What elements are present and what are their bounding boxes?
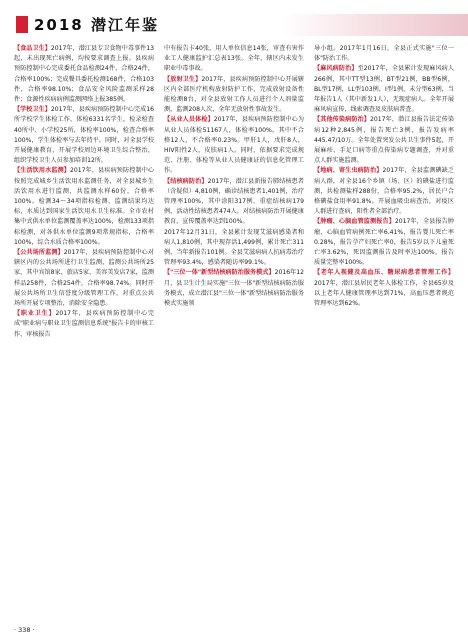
section-tb-service-model <box>164 268 304 309</box>
section-body: 2017年，县疾病预防控制中心按照完成城乡生活饮用水监测任务，对全县城乡生活饮用水进行监测，共监测水样60份，合格率100%。检测34～34项指标检测，监测结果均达标，水质达到国家生活饮用水卫生标准。全市农村集中式供水单位监测覆盖率达100%，检测133项指标检测，对各供水单位监测9项常规指标，合格率100%，综合水质合格率100%。 <box>14 167 155 246</box>
section-body: 2017年，县疾病预防控制中心为从业人员体检51167人，体检率100%。其中不合格12人，不合格率0.23%。甲肝1人，戊肝8人，HIV阳性2人，皮肤病1人。同时，依据要求完成规范、注册、体检等从业人员健康证的信息化管理工作。 <box>164 116 304 175</box>
section-body: 导小组。2017年1月16日，全县正式实施"三位一体"防治工作。 <box>314 45 454 63</box>
section-body: 2017年，潜江县居民老年人体检工作，全县65岁及以上老年人健康管理率达到71%，高血压患者规范管理率达到62%。 <box>314 279 454 308</box>
section-heading: 【生活饮用水监测】 <box>14 167 71 175</box>
section-heading: 【其他传染病防治】 <box>314 116 371 124</box>
section-heading: 【肿瘤、心脑血管监测报告】 <box>314 218 395 226</box>
section-body: 2017年，县疾病预防控制中心完成16所学校学生体检工作，体检6331名学生，检录检查40所中、小学校25所，体检率100%，检查合格率100%，学生体检率与去年持平。同时，对全县学校开展健康教育，开展学校周边环境卫生综合整治，组织学校卫生人员参加培训12所。 <box>14 106 155 165</box>
section-heading: 【"三位一体"新型结核病防治服务模式】 <box>164 269 275 277</box>
section-body: 2017年，潜江县报告法定传染病12种2,845例，报告死亡3例，报告发病率445.47/10万。全年处置突发公共卫生事件5起，开展麻疹、手足口病等重点传染病专题调查，并对重点人群实施监测。 <box>314 116 455 165</box>
column-2 <box>164 44 304 309</box>
page-number: · 338 · <box>14 626 35 634</box>
section-body: 2017年，全县报告肿瘤、心脑血管病例死亡率6.41%，报告婴儿死亡率0.28%，报告孕产妇死亡率0，报告5岁以下儿童死亡率3.62%，死因监测报告及时率达100%，报告质量完整率100%。 <box>314 218 454 267</box>
section-heading: 【老年人视健及高血压、糖尿病患者管理工作】 <box>314 269 454 277</box>
section-continuation <box>314 44 454 64</box>
section-body: 2016年12月，县卫生计生局实施"三位一体"新型结核病防治服务模式，成立潜江县"三位一体"新型结核病防治服务模式实施领 <box>164 269 304 308</box>
section-body: 2017年，潜江县专卫食物中毒事件13起，未出现死亡病例，均按要求调查上报。县疾病预防控制中心完成委托食品检测24件，合格24件，合格率100%；完成餐具委托检测168件，合格103件，合格率98.10%；食品安全风险监测采样28件；食源性疾病病例监测网络上报385例。 <box>14 45 155 104</box>
section-leprosy <box>314 64 454 115</box>
section-worker-exam <box>164 115 304 176</box>
page-title: 2018 潜江年鉴 <box>34 16 159 34</box>
section-heading: 【放射卫生】 <box>164 75 202 83</box>
section-body: 2017年，潜江县新报告肺结核患者（含疑似）4,810例，确诊结核患者1,401例，治疗管理率100%，其中涂阳317例，重症结核病179例，活动性结核患者474人。对结核病防治开展健康教育，宣传覆盖率达到100%。 <box>164 177 305 226</box>
section-aids <box>164 228 304 269</box>
section-endemic-parasitic <box>314 166 454 217</box>
section-body: 2017年，县疾病预防控制中心开展辖区内全部医疗机构放射防护工作，完成放射设备性能检测8台，对全县放射工作人员进行个人剂量监测，监测208人次，全年无放射性事故发生。 <box>164 75 305 114</box>
column-3 <box>314 44 454 309</box>
section-body: 2017年，县疾病预防控制中心完成"职业病与职业卫生监测信息系统"报告卡的审核工作，审核报告 <box>14 310 154 338</box>
section-other-infectious <box>314 115 454 166</box>
section-tumor-cardio <box>314 217 454 268</box>
section-heading: 【食品卫生】 <box>14 45 51 52</box>
section-heading: 【结核病防治】 <box>164 177 208 185</box>
header-badge <box>16 16 28 33</box>
section-elderly-management <box>314 268 454 309</box>
section-school-hygiene <box>14 105 154 166</box>
section-food-hygiene <box>14 44 154 105</box>
section-tuberculosis <box>164 177 304 228</box>
section-body: 至2017年，全县累计发现麻风病人266例，其中TT型13例，BT型21例，BB型6例，BL型17例，LL型103例，I型1例，未分型63例，当年报告1人（其中新发1人），无现症病人。全年开展麻风病宣传，线索调查及皮肤病普查。 <box>314 65 455 114</box>
section-heading: 【学校卫生】 <box>14 106 51 114</box>
section-occupational <box>14 309 154 340</box>
section-heading: 【麻风病防治】 <box>314 65 358 73</box>
section-radiation <box>164 75 304 116</box>
section-heading: 【职业卫生】 <box>14 310 56 318</box>
column-1 <box>14 44 154 340</box>
section-body: 中有报告卡40张，用人单位信息14张，审查有害作业工人健康监护汇总表13张。全年，辖区内未发生职业中毒事故。 <box>164 45 304 73</box>
section-heading: 【从业人员体检】 <box>164 116 214 124</box>
section-continuation <box>164 44 304 75</box>
section-body: 2017年，全县监测碘缺乏病人群，对全县16个乡镇（场、区）的碘盐进行监测，共检测盐样288份，合格率95.2%，居民户合格碘盐食用率91.8%。开展血吸虫病查治，对疫区人群进行查病，阳性者全部治疗。 <box>314 167 454 216</box>
section-drinking-water <box>14 166 154 248</box>
section-heading: 【地病、寄生虫病防治】 <box>314 167 383 175</box>
section-body: 2017年12月31日，全县累计发现艾滋病感染者和病人1,810例，其中现存活1,499例，累计死亡311例，当年新报告101例。全县艾滋病病人抗病毒治疗管理率93.4%，感染者随访率99.1%。 <box>164 228 304 267</box>
section-heading: 【公共场所监测】 <box>14 249 64 257</box>
section-body: 2017年，县疾病预防控制中心对辖区内的公共场所进行卫生监测，监测公共场所25家，其中宾馆8家、旅店5家、美容美发店7家，监测样品258件，合格254件，合格率98.74%。同时开展公共场所卫生信誉度分级管理工作，对重点公共场所开展专项整治，消除安全隐患。 <box>14 249 154 308</box>
section-public-places <box>14 248 154 309</box>
